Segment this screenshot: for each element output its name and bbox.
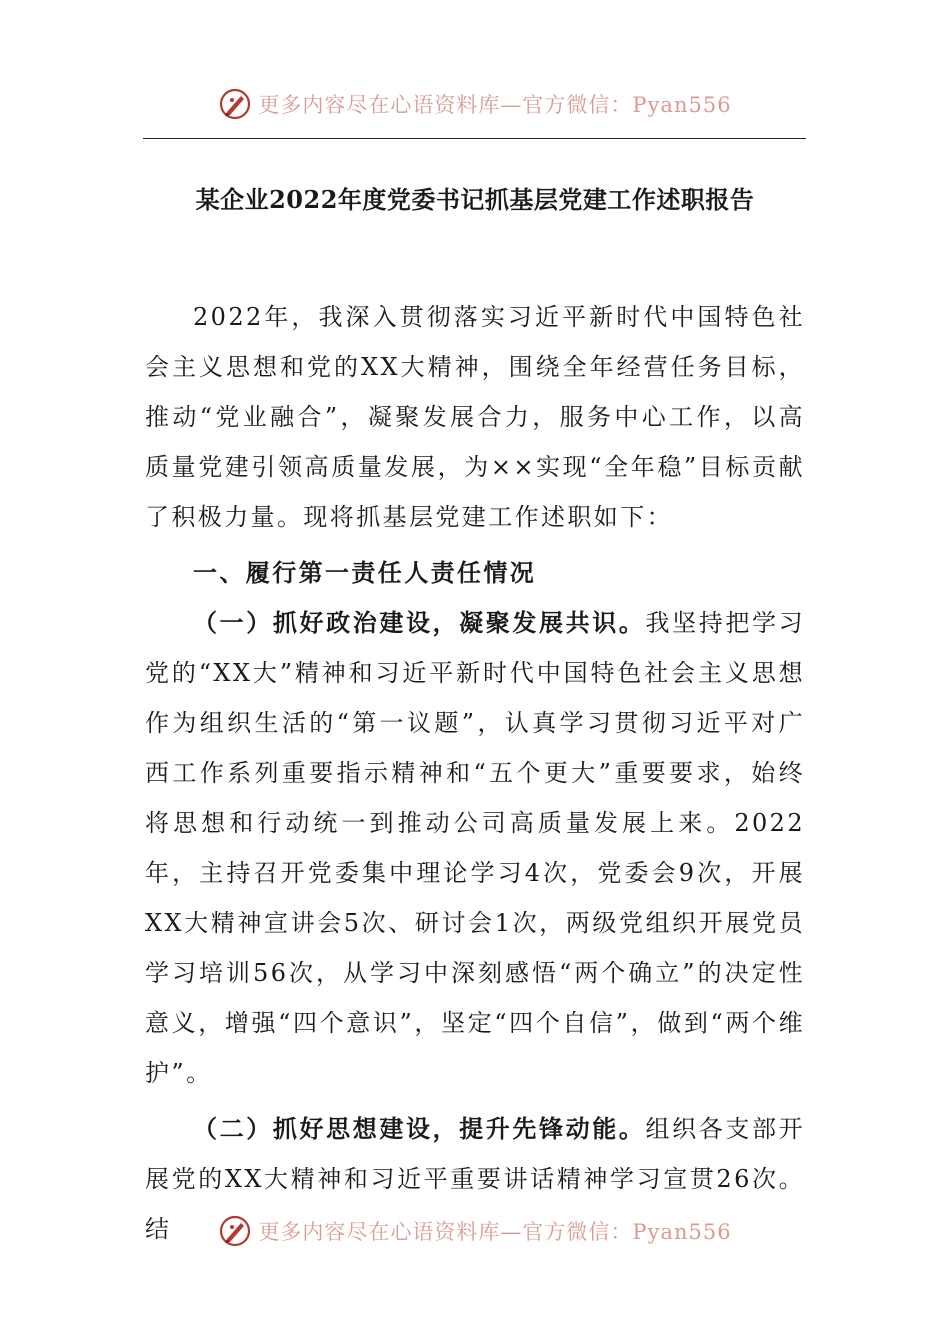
watermark-banner-bottom <box>0 1209 950 1253</box>
watermark-banner-top <box>0 82 950 126</box>
section-heading: 一、履行第一责任人责任情况 <box>193 558 537 587</box>
item-text-2: 组织各支部开展党的XX大精神和习近平重要讲话精神学习宣贯26次。结 <box>145 1115 805 1243</box>
pen-circle-logo-icon <box>218 1214 252 1248</box>
document-title: 某企业2022年度党委书记抓基层党建工作述职报告 <box>195 185 755 214</box>
header-divider <box>143 138 806 139</box>
item-lead-1: （一）抓好政治建设，凝聚发展共识。 <box>193 608 646 637</box>
watermark-text: 更多内容尽在心语资料库—官方微信：Pyan556 <box>258 93 732 117</box>
pen-circle-logo-icon <box>218 87 252 121</box>
document-body <box>145 292 805 1254</box>
intro-paragraph: 2022年，我深入贯彻落实习近平新时代中国特色社会主义思想和党的XX大精神，围绕全年经营任务目标，推动“党业融合”，凝聚发展合力，服务中心工作，以高质量党建引领高质量发展，为××实现“全年稳”目标贡献了积极力量。现将抓基层党建工作述职如下： <box>145 303 805 531</box>
item-lead-2: （二）抓好思想建设，提升先锋动能。 <box>193 1114 646 1143</box>
watermark-text-bottom: 更多内容尽在心语资料库—官方微信：Pyan556 <box>258 1220 732 1244</box>
item-paragraph-1 <box>145 598 805 1098</box>
item-text-1: 我坚持把学习党的“XX大”精神和习近平新时代中国特色社会主义思想作为组织生活的“第一议题”，认真学习贯彻习近平对广西工作系列重要指示精神和“五个更大”重要要求，始终将思想和行动统一到推动公司高质量发展上来。2022年，主持召开党委集中理论学习4次，党委会9次，开展XX大精神宣讲会5次、研讨会1次，两级党组织开展党员学习培训56次，从学习中深刻感悟“两个确立”的决定性意义，增强“四个意识”，坚定“四个自信”，做到“两个维护”。 <box>145 609 805 1087</box>
